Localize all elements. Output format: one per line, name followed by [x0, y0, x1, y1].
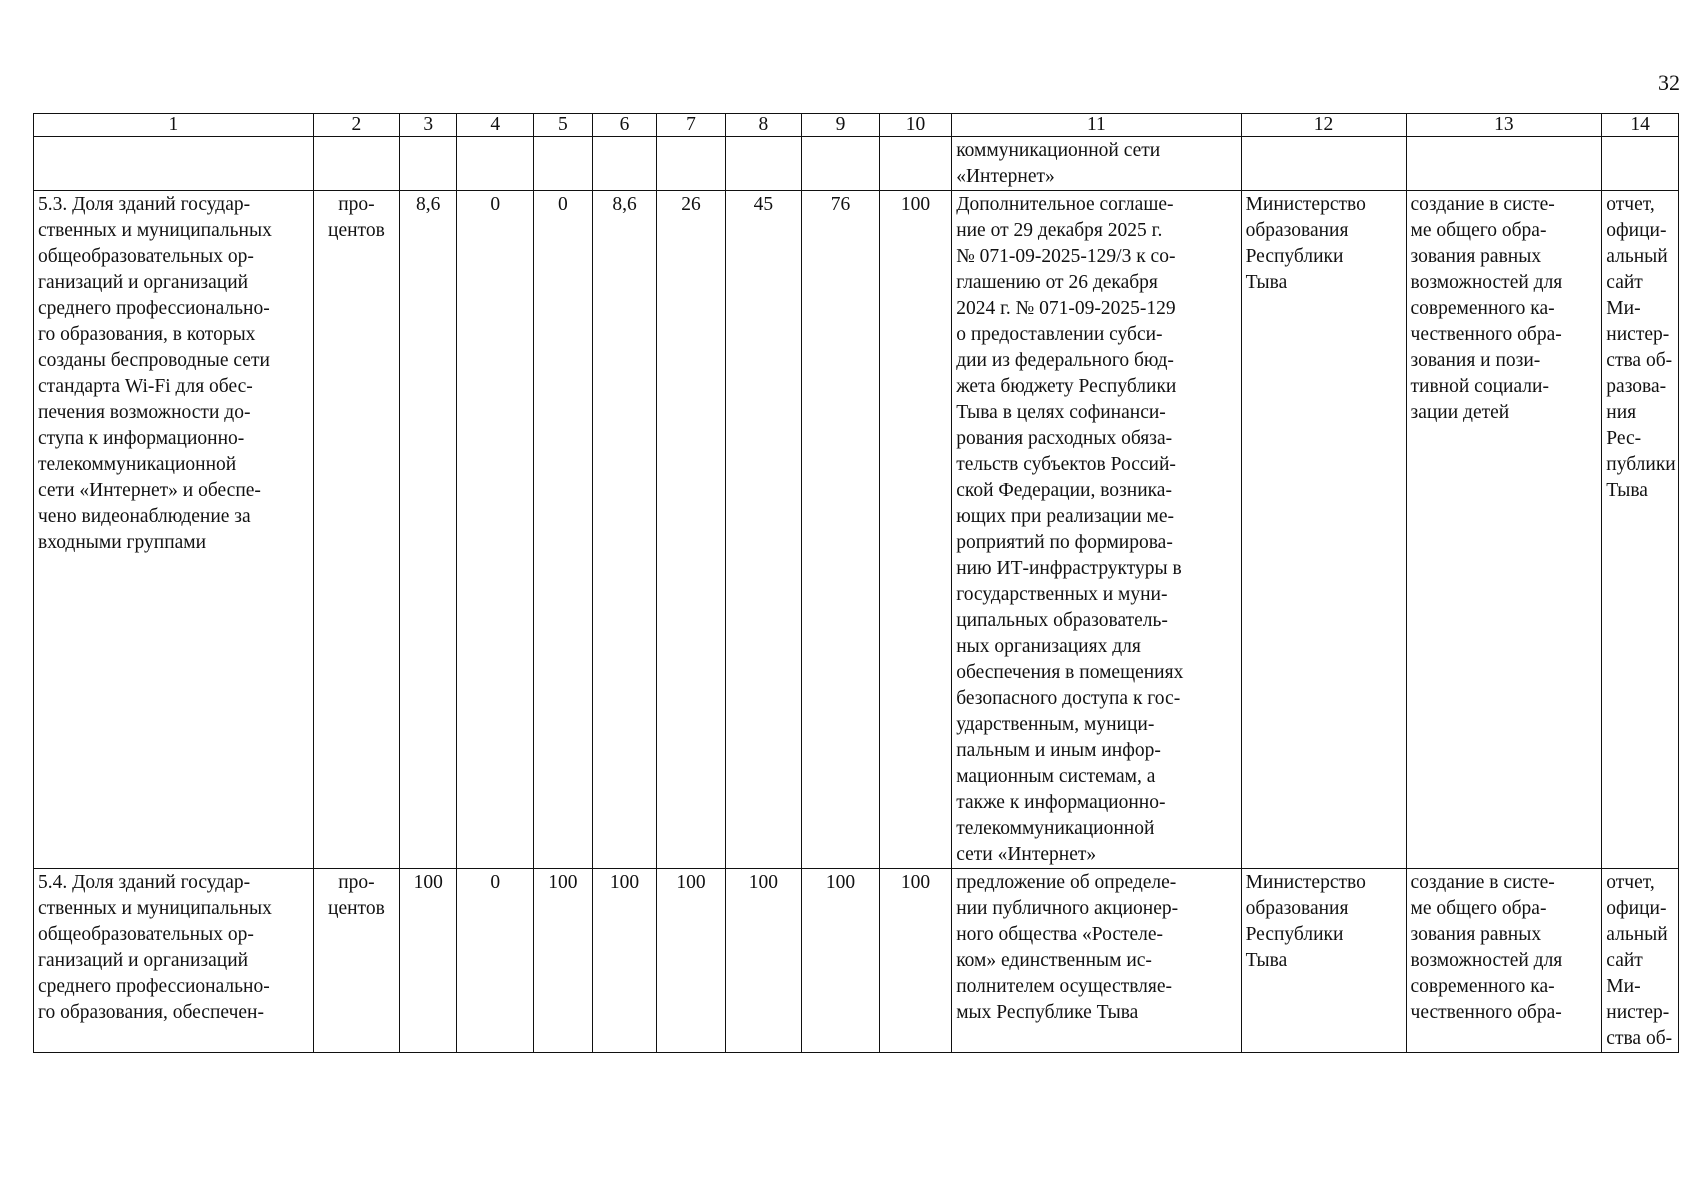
cell-value: 100 — [725, 869, 802, 1053]
cell-value: 100 — [802, 869, 880, 1053]
header-col-8: 8 — [725, 114, 802, 137]
table-row-5-3 — [34, 191, 1679, 869]
header-col-2: 2 — [313, 114, 399, 137]
cell-value: 100 — [534, 869, 593, 1053]
cell-unit — [313, 137, 399, 191]
cell-indicator: 5.3. Доля зданий государ- ственных и муниципальных общеобразовательных ор- ганизаций и организаций среднего профессионально- го образования, в которых созданы беспроводные сети стандарта Wi-Fi для обес- печения возможности до- ступа к информационно- телекоммуникационной сети «Интернет» и обеспе- чено видеонаблюдение за входными группами — [34, 191, 314, 869]
cell-value — [657, 137, 725, 191]
cell-responsible: Министерство образования Республики Тыва — [1241, 869, 1406, 1053]
cell-unit: про- центов — [313, 191, 399, 869]
cell-value: 0 — [457, 869, 534, 1053]
cell-source: отчет, офици- альный сайт Ми- нистер- ства об- разова- ния Рес- публики Тыва — [1602, 191, 1679, 869]
header-col-10: 10 — [879, 114, 951, 137]
cell-value — [725, 137, 802, 191]
header-col-6: 6 — [592, 114, 657, 137]
table-row-continuation — [34, 137, 1679, 191]
cell-source — [1602, 137, 1679, 191]
cell-goal — [1406, 137, 1602, 191]
header-col-7: 7 — [657, 114, 725, 137]
cell-value — [879, 137, 951, 191]
cell-value — [802, 137, 880, 191]
table-row-5-4 — [34, 869, 1679, 1053]
page-number: 32 — [1658, 70, 1680, 95]
cell-value — [534, 137, 593, 191]
cell-value: 45 — [725, 191, 802, 869]
cell-value: 100 — [400, 869, 457, 1053]
cell-indicator — [34, 137, 314, 191]
cell-source: отчет, офици- альный сайт Ми- нистер- ства об- — [1602, 869, 1679, 1053]
header-col-4: 4 — [457, 114, 534, 137]
cell-value: 8,6 — [400, 191, 457, 869]
cell-responsible — [1241, 137, 1406, 191]
cell-value: 26 — [657, 191, 725, 869]
header-row — [34, 114, 1679, 137]
cell-basis: предложение об определе- нии публичного акционер- ного общества «Ростеле- ком» единственным ис- полнителем осуществляе- мых Республике Тыва — [952, 869, 1241, 1053]
indicator-table — [33, 113, 1679, 1053]
cell-basis: коммуникационной сети «Интернет» — [952, 137, 1241, 191]
cell-value: 100 — [879, 869, 951, 1053]
cell-value: 100 — [592, 869, 657, 1053]
cell-indicator: 5.4. Доля зданий государ- ственных и муниципальных общеобразовательных ор- ганизаций и организаций среднего профессионально- го образования, обеспечен- — [34, 869, 314, 1053]
header-col-5: 5 — [534, 114, 593, 137]
cell-value: 100 — [657, 869, 725, 1053]
cell-value — [457, 137, 534, 191]
cell-goal: создание в систе- ме общего обра- зования равных возможностей для современного ка- чественного обра- — [1406, 869, 1602, 1053]
cell-value: 0 — [534, 191, 593, 869]
header-col-13: 13 — [1406, 114, 1602, 137]
cell-basis: Дополнительное соглаше- ние от 29 декабря 2025 г. № 071-09-2025-129/3 к со- глашению от 26 декабря 2024 г. № 071-09-2025-129 о предоставлении субси- дии из федерального бюд- жета бюджету Республики Тыва в целях софинанси- рования расходных обяза- тельств субъектов Россий- ской Федерации, возника- ющих при реализации ме- роприятий по формирова- нию ИТ-инфраструктуры в государственных и муни- ципальных образователь- ных организациях для обеспечения в помещениях безопасного доступа к гос- ударственным, муници- пальным и иным инфор- мационным системам, а также к информационно- телекоммуникационной сети «Интернет» — [952, 191, 1241, 869]
header-col-1: 1 — [34, 114, 314, 137]
cell-responsible: Министерство образования Республики Тыва — [1241, 191, 1406, 869]
header-col-9: 9 — [802, 114, 880, 137]
cell-goal: создание в систе- ме общего обра- зования равных возможностей для современного ка- чественного обра- зования и пози- тивной социали- зации детей — [1406, 191, 1602, 869]
header-col-3: 3 — [400, 114, 457, 137]
cell-value: 100 — [879, 191, 951, 869]
header-col-14: 14 — [1602, 114, 1679, 137]
cell-value — [592, 137, 657, 191]
header-col-12: 12 — [1241, 114, 1406, 137]
cell-unit: про- центов — [313, 869, 399, 1053]
cell-value — [400, 137, 457, 191]
cell-value: 8,6 — [592, 191, 657, 869]
cell-value: 0 — [457, 191, 534, 869]
cell-value: 76 — [802, 191, 880, 869]
header-col-11: 11 — [952, 114, 1241, 137]
